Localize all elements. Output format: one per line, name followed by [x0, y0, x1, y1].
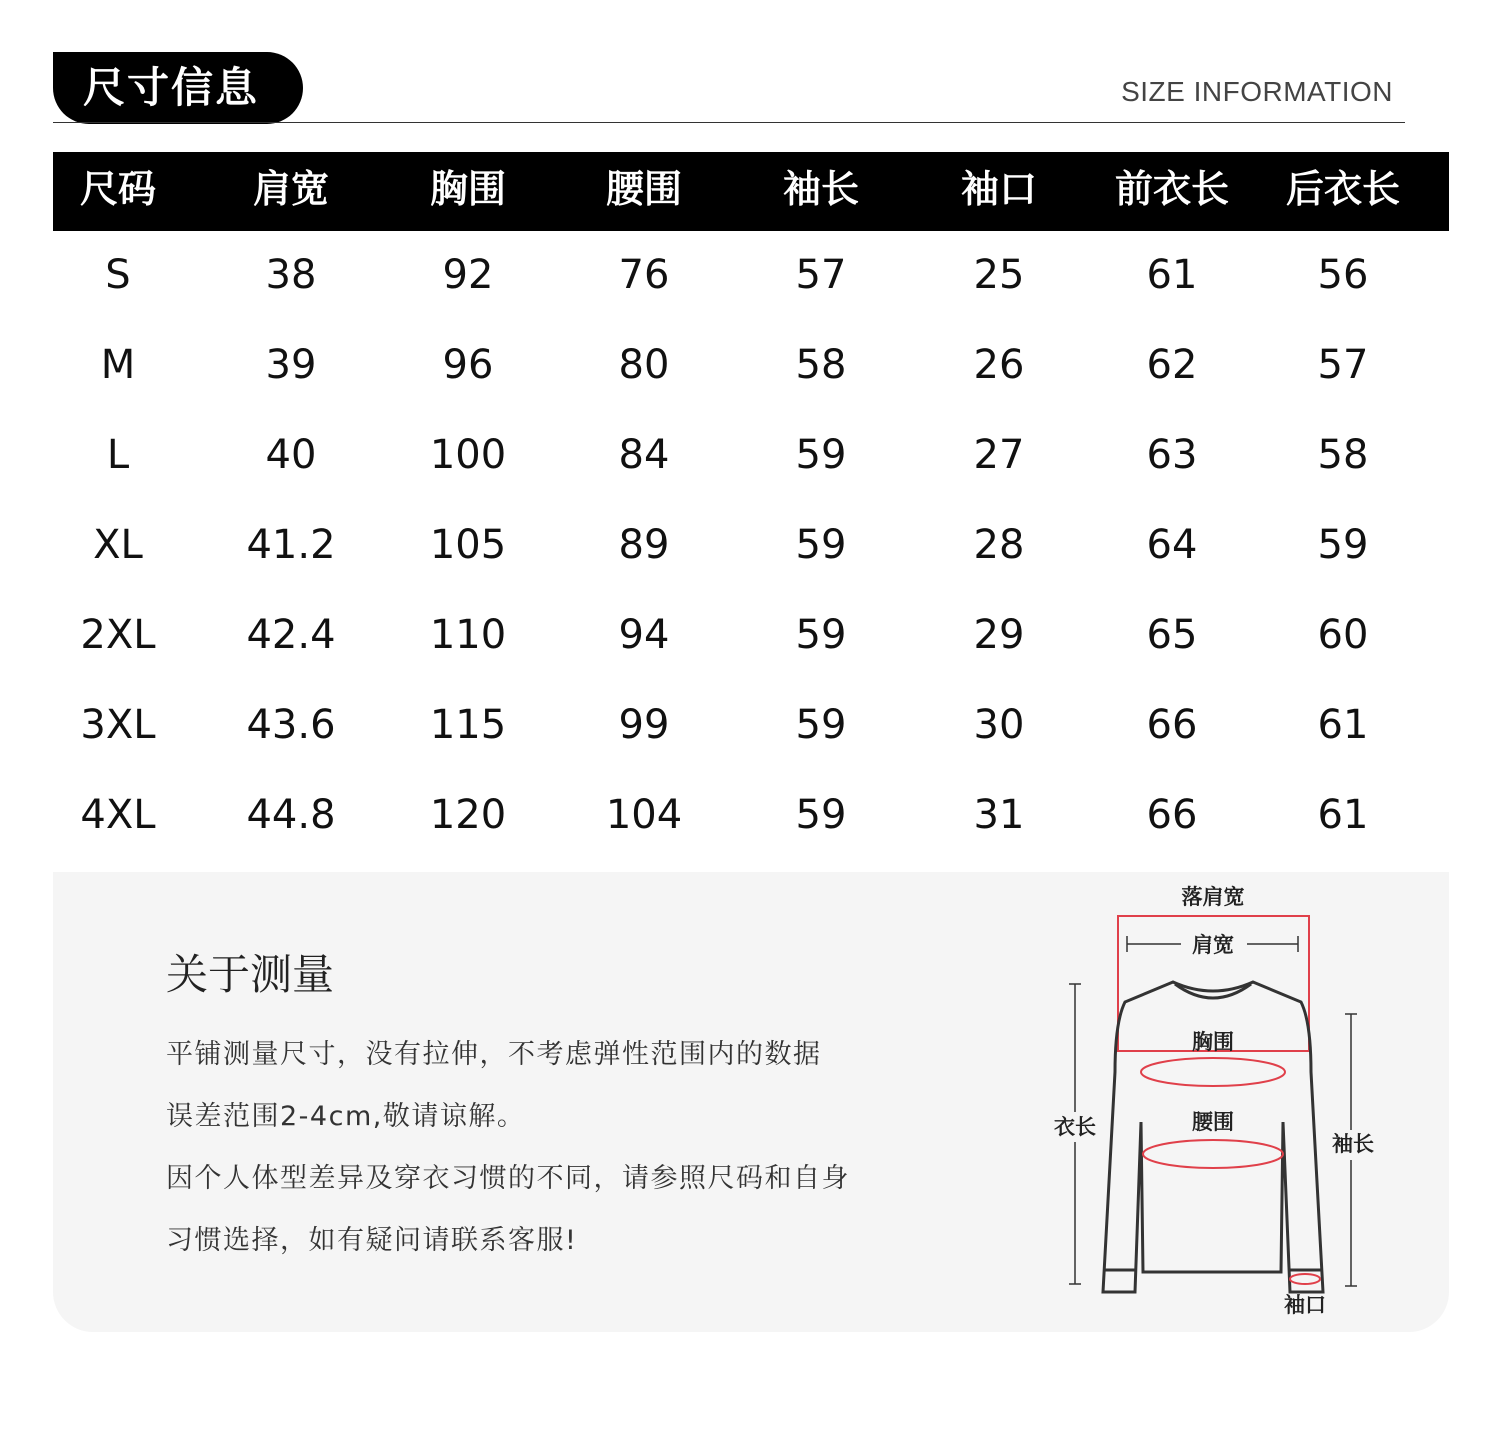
header-waist: 腰围	[605, 167, 682, 211]
cell-size: 2XL	[80, 612, 156, 658]
table-row	[53, 411, 1449, 501]
label-chest: 胸围	[1192, 1030, 1234, 1054]
cell-back-length: 61	[1317, 792, 1369, 838]
table-row	[53, 501, 1449, 591]
cell-size: L	[106, 432, 130, 478]
label-cuff: 袖口	[1284, 1293, 1326, 1317]
measurement-title: 关于测量	[166, 950, 335, 999]
cell-chest: 100	[429, 432, 507, 478]
cell-cuff: 26	[973, 342, 1025, 388]
measurement-note: 误差范围2-4cm,敬请谅解。	[166, 1101, 526, 1132]
measurement-note: 习惯选择，如有疑问请联系客服!	[166, 1225, 578, 1256]
cell-sleeve: 59	[795, 522, 847, 568]
cell-chest: 110	[429, 612, 507, 658]
cell-chest: 105	[429, 522, 507, 568]
cuff-ellipse	[1290, 1274, 1320, 1284]
cell-sleeve: 58	[795, 342, 847, 388]
waist-ellipse	[1143, 1140, 1283, 1168]
cell-front-length: 61	[1146, 252, 1198, 298]
table-row	[53, 591, 1449, 681]
cell-front-length: 66	[1146, 702, 1198, 748]
label-waist: 腰围	[1192, 1110, 1234, 1134]
cell-cuff: 31	[973, 792, 1025, 838]
cell-cuff: 28	[973, 522, 1025, 568]
cell-back-length: 58	[1317, 432, 1369, 478]
cell-chest: 92	[442, 252, 494, 298]
cell-chest: 120	[429, 792, 507, 838]
table-row	[53, 771, 1449, 861]
cell-shoulder: 44.8	[246, 792, 336, 838]
cell-sleeve: 59	[795, 702, 847, 748]
cell-size: M	[100, 342, 136, 388]
cell-front-length: 64	[1146, 522, 1198, 568]
cell-front-length: 62	[1146, 342, 1198, 388]
cell-size: 4XL	[80, 792, 156, 838]
cell-waist: 80	[618, 342, 670, 388]
cell-sleeve: 59	[795, 792, 847, 838]
cell-chest: 115	[429, 702, 507, 748]
cell-back-length: 59	[1317, 522, 1369, 568]
cell-sleeve: 59	[795, 612, 847, 658]
cell-shoulder: 40	[265, 432, 317, 478]
cell-cuff: 30	[973, 702, 1025, 748]
cell-shoulder: 42.4	[246, 612, 336, 658]
section-title: 尺寸信息	[53, 52, 303, 124]
label-drop-shoulder: 落肩宽	[1181, 885, 1245, 909]
label-sleeve: 袖长	[1332, 1132, 1374, 1156]
size-table	[53, 152, 1449, 861]
cell-sleeve: 59	[795, 432, 847, 478]
cell-front-length: 65	[1146, 612, 1198, 658]
cell-back-length: 60	[1317, 612, 1369, 658]
cell-size: XL	[93, 522, 143, 568]
cell-waist: 104	[605, 792, 683, 838]
table-row	[53, 681, 1449, 771]
cell-back-length: 56	[1317, 252, 1369, 298]
table-row	[53, 231, 1449, 321]
cell-waist: 84	[618, 432, 670, 478]
measurement-note: 因个人体型差异及穿衣习惯的不同，请参照尺码和自身	[166, 1163, 850, 1194]
section-subtitle: SIZE INFORMATION	[1121, 76, 1393, 107]
label-shoulder: 肩宽	[1192, 933, 1234, 957]
header-cuff: 袖口	[960, 167, 1037, 211]
cell-size: S	[105, 252, 131, 298]
header-shoulder: 肩宽	[252, 167, 329, 211]
chest-ellipse	[1141, 1058, 1285, 1086]
header-size: 尺码	[79, 167, 156, 211]
title-divider	[53, 122, 1405, 123]
cell-shoulder: 39	[265, 342, 317, 388]
cell-shoulder: 41.2	[246, 522, 336, 568]
cell-waist: 99	[618, 702, 670, 748]
table-header	[53, 152, 1449, 231]
cell-front-length: 63	[1146, 432, 1198, 478]
measurement-note: 平铺测量尺寸，没有拉伸，不考虑弹性范围内的数据	[166, 1039, 822, 1070]
cell-waist: 76	[618, 252, 670, 298]
cell-cuff: 29	[973, 612, 1025, 658]
measurement-panel	[53, 872, 1449, 1332]
header-chest: 胸围	[429, 167, 506, 211]
header-back-length: 后衣长	[1285, 167, 1400, 211]
cell-front-length: 66	[1146, 792, 1198, 838]
cell-size: 3XL	[80, 702, 156, 748]
cell-back-length: 57	[1317, 342, 1369, 388]
cell-waist: 89	[618, 522, 670, 568]
cell-back-length: 61	[1317, 702, 1369, 748]
header-front-length: 前衣长	[1114, 167, 1229, 211]
cell-waist: 94	[618, 612, 670, 658]
sweater-outline	[1103, 982, 1323, 1292]
cell-cuff: 27	[973, 432, 1025, 478]
cell-shoulder: 38	[265, 252, 317, 298]
cell-chest: 96	[442, 342, 494, 388]
header-sleeve: 袖长	[782, 167, 859, 211]
cell-shoulder: 43.6	[246, 702, 336, 748]
label-length: 衣长	[1054, 1115, 1096, 1139]
sweater-diagram	[1043, 872, 1383, 1332]
cell-sleeve: 57	[795, 252, 847, 298]
table-row	[53, 321, 1449, 411]
cell-cuff: 25	[973, 252, 1025, 298]
